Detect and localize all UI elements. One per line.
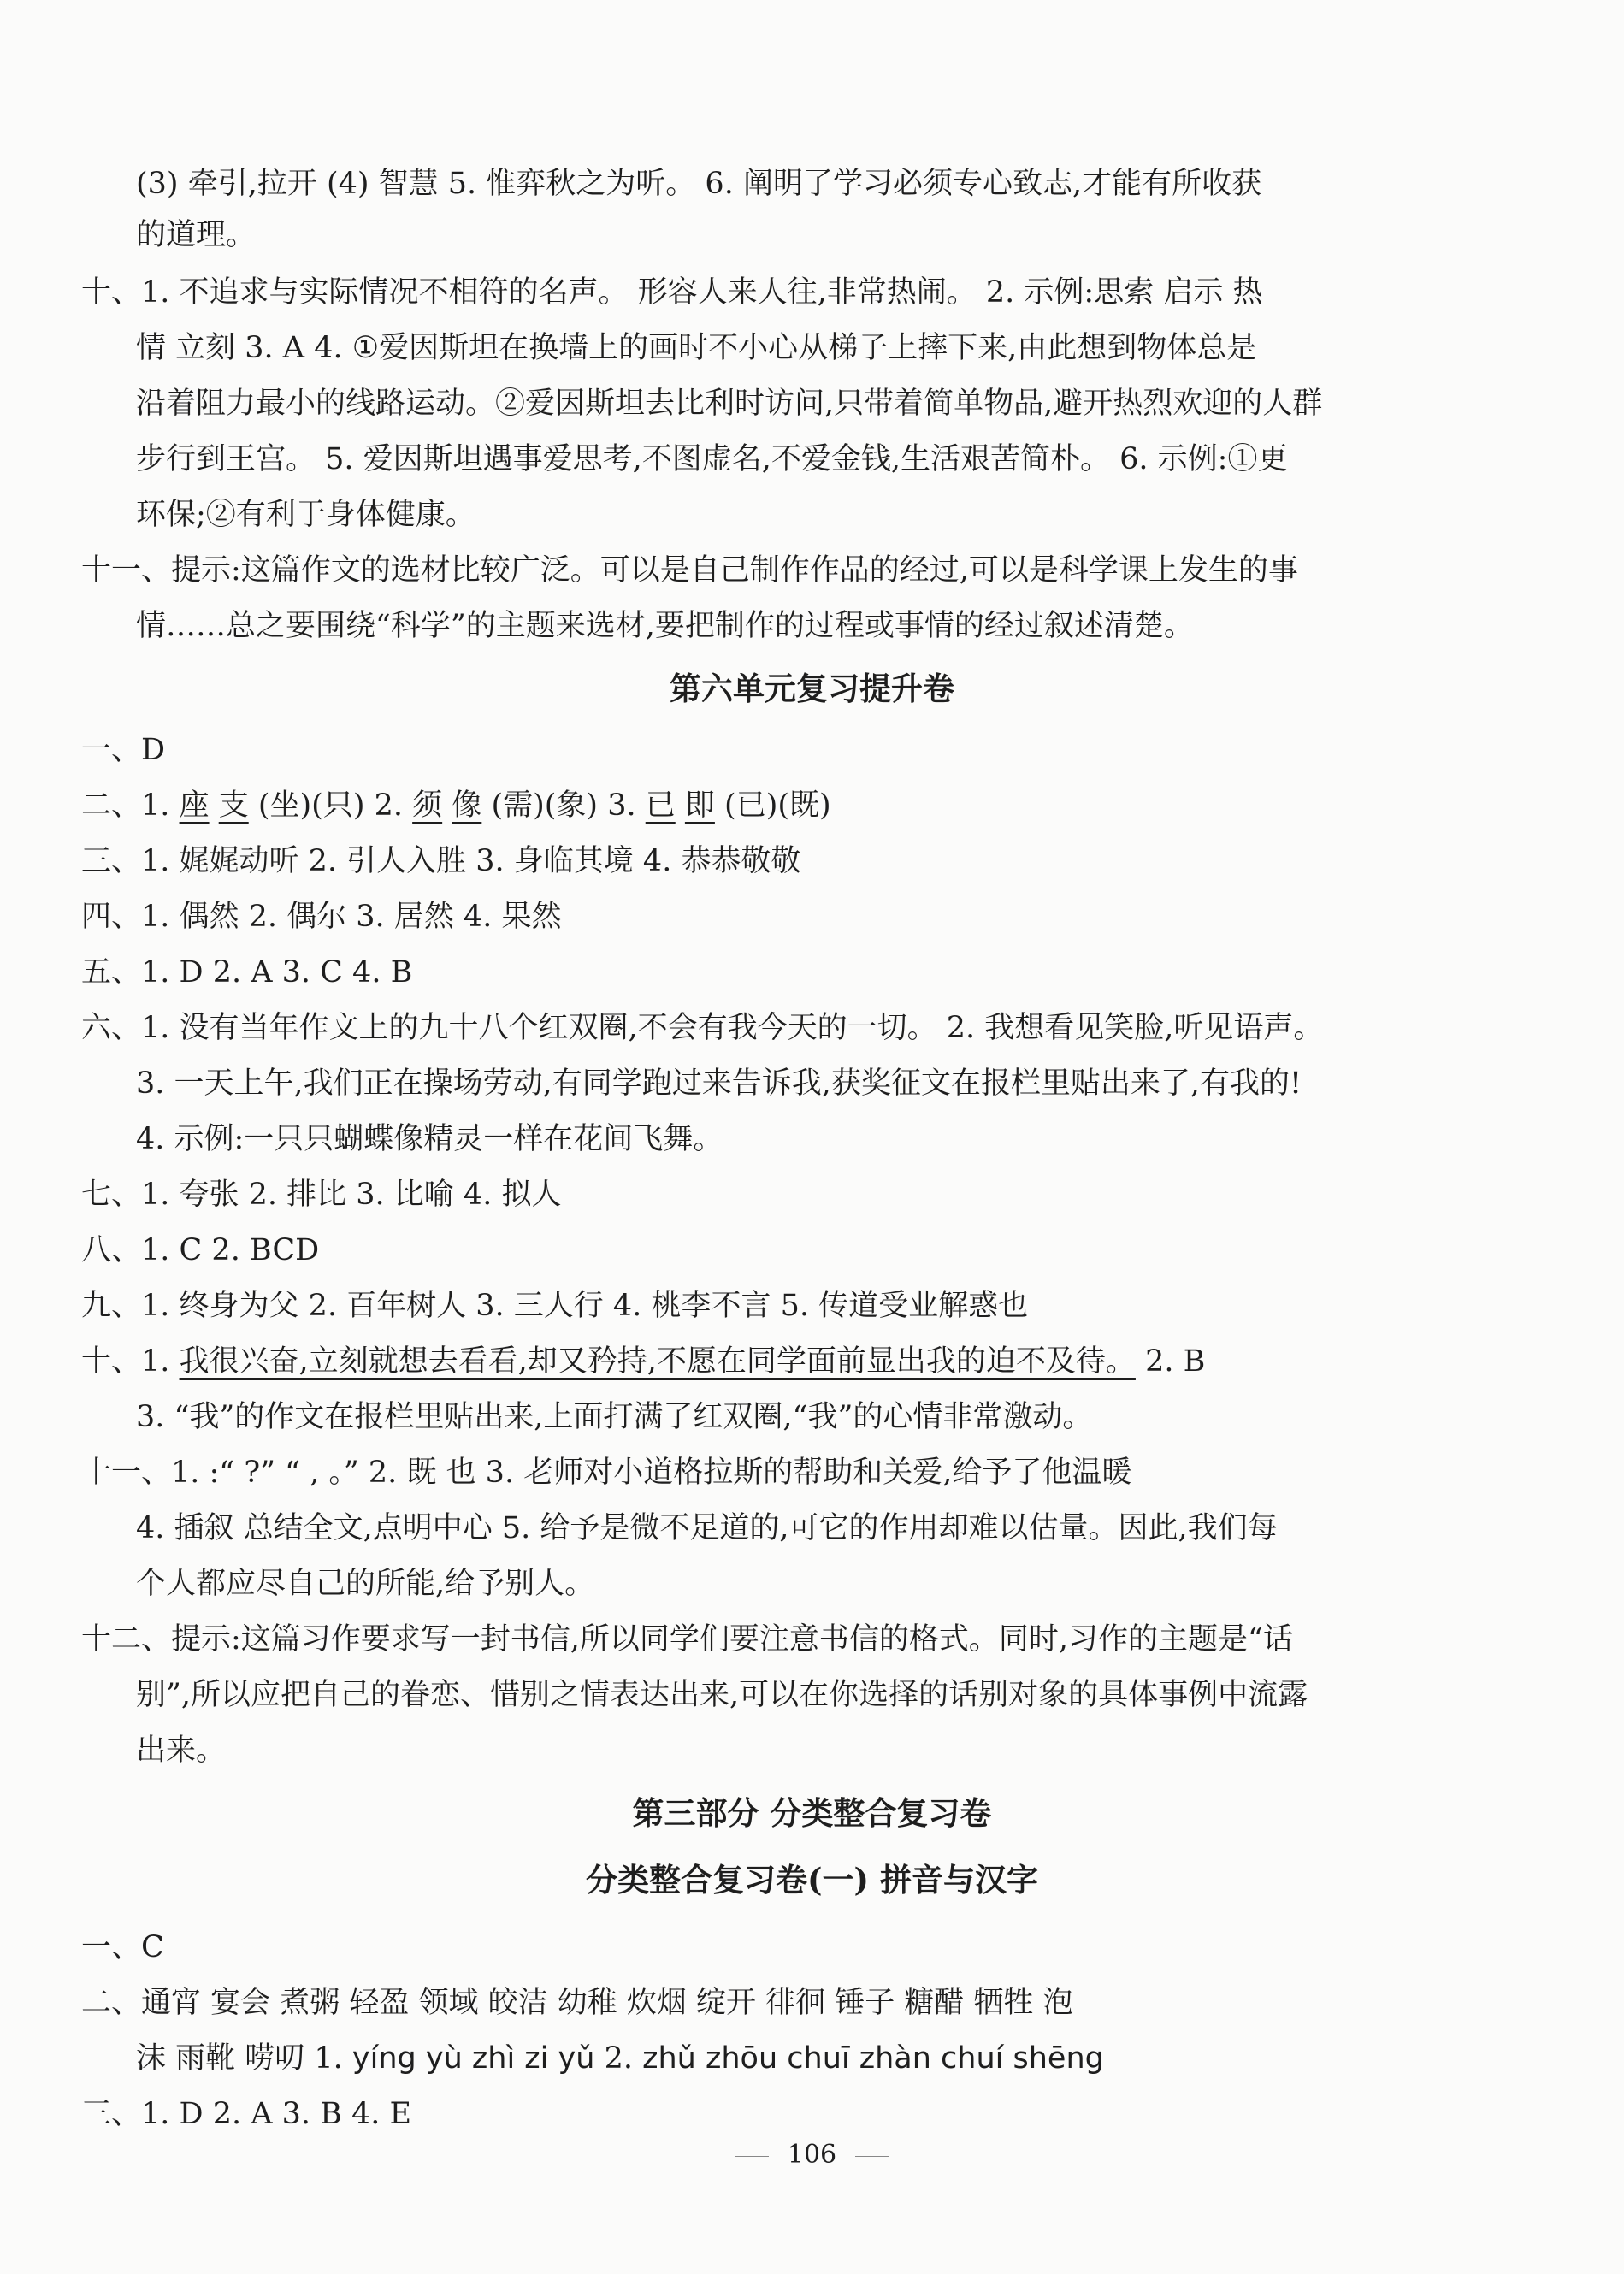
part-heading: 第三部分 分类整合复习卷 — [632, 1794, 992, 1832]
answer-line: 出来。 — [136, 1734, 227, 1768]
section-heading: 分类整合复习卷(一) 拼音与汉字 — [586, 1861, 1038, 1899]
answer-line: 个人都应尽自己的所能,给予别人。 — [136, 1567, 595, 1601]
answer-line: 步行到王宫。 5. 爱因斯坦遇事爱思考,不图虚名,不爱金钱,生活艰苦简朴。 6. 示例:①更 — [136, 442, 1288, 476]
answer-line: 情……总之要围绕“科学”的主题来选材,要把制作的过程或事情的经过叙述清楚。 — [136, 609, 1194, 643]
answer-line: 八、1. C 2. BCD — [81, 1233, 320, 1267]
page-number: 106 — [0, 2138, 1624, 2172]
answer-line: 六、1. 没有当年作文上的九十八个红双圈,不会有我今天的一切。 2. 我想看见笑脸,听见语声。 — [81, 1011, 1324, 1045]
answer-line: 十、1. 我很兴奋,立刻就想去看看,却又矜持,不愿在同学面前显出我的迫不及待。 2. B — [81, 1344, 1206, 1379]
answer-line: 的道理。 — [136, 218, 257, 252]
answer-line: 二、1. 座 支 (坐)(只) 2. 须 像 (需)(象) 3. 已 即 (已)(既) — [81, 789, 831, 823]
answer-line: 九、1. 终身为父 2. 百年树人 3. 三人行 4. 桃李不言 5. 传道受业解惑也 — [81, 1289, 1029, 1323]
answer-line: 十、1. 不追求与实际情况不相符的名声。 形容人来人往,非常热闹。 2. 示例:思索 启示 热 — [81, 275, 1263, 310]
page-number-rule-left — [735, 2156, 769, 2157]
answer-line: 3. “我”的作文在报栏里贴出来,上面打满了红双圈,“我”的心情非常激动。 — [136, 1400, 1093, 1434]
answer-line: 沫 雨靴 唠叨 1. yíng yù zhì zi yǔ 2. zhǔ zhōu chuī zhàn chuí shēng — [136, 2041, 1104, 2076]
answer-line: 一、D — [81, 733, 166, 767]
answer-line: 一、C — [81, 1930, 164, 1964]
answer-line: (3) 牵引,拉开 (4) 智慧 5. 惟弈秋之为听。 6. 阐明了学习必须专心致志,才能有所收获 — [136, 167, 1262, 201]
answer-line: 沿着阻力最小的线路运动。②爱因斯坦去比利时访问,只带着简单物品,避开热烈欢迎的人群 — [136, 387, 1323, 421]
answer-line: 十一、1. :“ ?” “ , 。” 2. 既 也 3. 老师对小道格拉斯的帮助和关爱,给予了他温暖 — [81, 1456, 1132, 1490]
answer-line: 3. 一天上午,我们正在操场劳动,有同学跑过来告诉我,获奖征文在报栏里贴出来了,有我的! — [136, 1066, 1302, 1101]
answer-line: 十一、提示:这篇作文的选材比较广泛。可以是自己制作作品的经过,可以是科学课上发生的事 — [81, 553, 1298, 588]
page-number-rule-right — [855, 2156, 889, 2157]
answer-line: 十二、提示:这篇习作要求写一封书信,所以同学们要注意书信的格式。同时,习作的主题是“话 — [81, 1622, 1293, 1657]
answer-line: 4. 示例:一只只蝴蝶像精灵一样在花间飞舞。 — [136, 1122, 723, 1156]
answer-line: 别”,所以应把自己的眷恋、惜别之情表达出来,可以在你选择的话别对象的具体事例中流露 — [136, 1678, 1308, 1712]
answer-line: 七、1. 夸张 2. 排比 3. 比喻 4. 拟人 — [81, 1178, 562, 1212]
answer-line: 五、1. D 2. A 3. C 4. B — [81, 955, 413, 989]
answer-line: 二、通宵 宴会 煮粥 轻盈 领域 皎洁 幼稚 炊烟 绽开 徘徊 锤子 糖醋 牺牲 泡 — [81, 1986, 1073, 2020]
answer-line: 四、1. 偶然 2. 偶尔 3. 居然 4. 果然 — [81, 900, 562, 934]
answer-line: 环保;②有利于身体健康。 — [136, 498, 475, 532]
answer-line: 三、1. D 2. A 3. B 4. E — [81, 2097, 412, 2131]
section-heading: 第六单元复习提升卷 — [670, 670, 954, 707]
answer-line: 情 立刻 3. A 4. ①爱因斯坦在换墙上的画时不小心从梯子上摔下来,由此想到物体总是 — [136, 331, 1257, 365]
answer-line: 三、1. 娓娓动听 2. 引人入胜 3. 身临其境 4. 恭恭敬敬 — [81, 844, 801, 878]
answer-line: 4. 插叙 总结全文,点明中心 5. 给予是微不足道的,可它的作用却难以估量。因此,我们每 — [136, 1511, 1278, 1545]
